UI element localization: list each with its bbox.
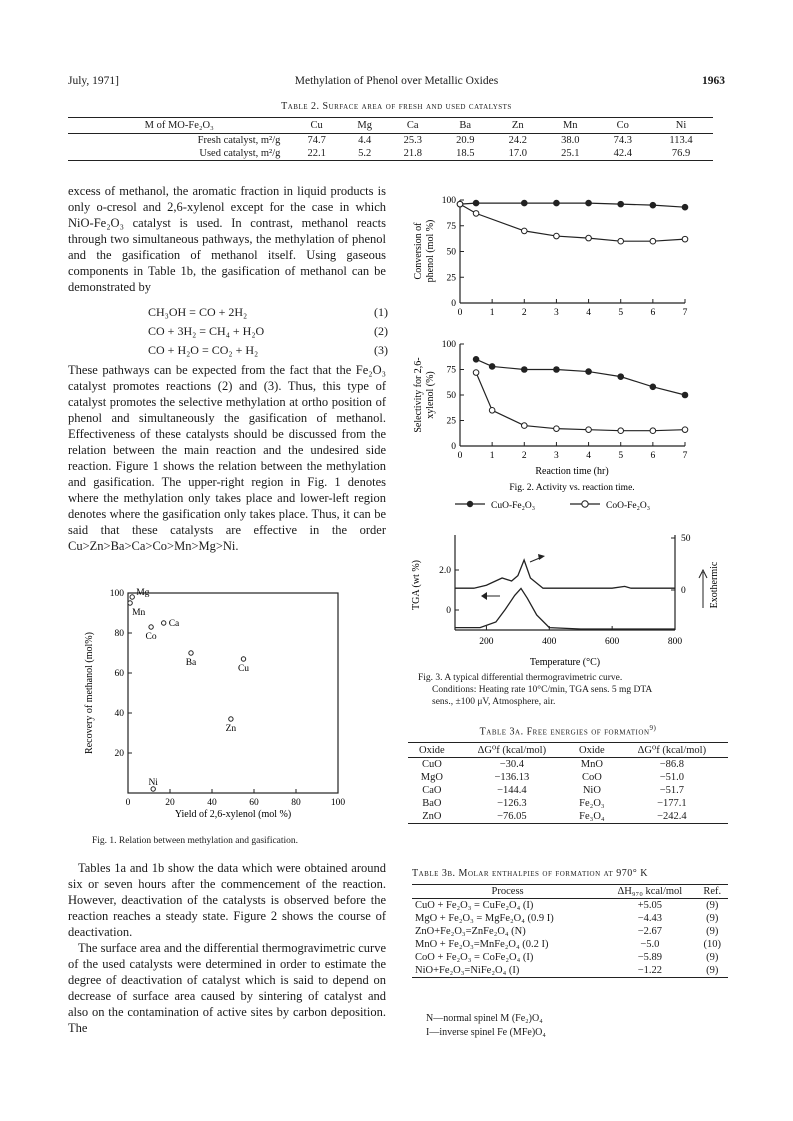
- cell: (9): [697, 964, 728, 978]
- fig2b-series-line: [476, 373, 685, 431]
- cell: (10): [703, 939, 722, 950]
- fig2a-x-tick-label: 6: [650, 308, 656, 318]
- fig2b-series-point: [489, 364, 495, 370]
- table3a-header-row: [408, 743, 728, 758]
- fig2b-x-tick-label: 1: [489, 451, 495, 461]
- x-tick-label: 40: [207, 798, 217, 808]
- fig2a-series-point: [682, 204, 688, 210]
- cell: 113.4: [669, 135, 693, 146]
- data-point: [130, 595, 134, 599]
- fig3-right-tick-label: 0: [681, 586, 686, 596]
- fig2-xlabel: Reaction time (hr): [535, 466, 609, 477]
- fig2b-ylabel-line2: xylenol (%): [425, 371, 436, 419]
- cell: 38.0: [561, 135, 580, 146]
- fig2a-series-point: [457, 201, 463, 207]
- table3b-note: I—inverse spinel Fe (MFe)O₄: [426, 1027, 546, 1038]
- fig2b-y-tick-label: 100: [441, 340, 456, 350]
- equation-number: (1): [374, 305, 388, 319]
- equation-2: [148, 324, 388, 343]
- cell: (9): [706, 900, 719, 911]
- fig2b-series-point: [521, 367, 527, 373]
- table-row: [408, 810, 728, 824]
- cell: 74.7: [307, 135, 326, 146]
- fig3-right-tick-label: 50: [681, 534, 691, 544]
- equation-number: (3): [374, 343, 388, 357]
- point-label: Cu: [237, 664, 250, 674]
- cell: CoO: [581, 772, 602, 783]
- fig2b-x-tick-label: 5: [618, 451, 624, 461]
- cell: (9): [706, 913, 719, 924]
- fig2a-x-tick-label: 0: [457, 308, 463, 318]
- cell: ZnO: [408, 810, 456, 824]
- fig3-ylabel: TGA (wt %): [411, 560, 422, 610]
- fig2b-x-tick-label: 2: [521, 451, 527, 461]
- cell: 74.3: [613, 135, 632, 146]
- x-tick-label: 0: [125, 798, 131, 808]
- fig2a-series-point: [521, 200, 527, 206]
- cell: ZnO+Fe₂O₃=ZnFe₂O₄ (N): [415, 926, 526, 937]
- data-point: [162, 621, 166, 625]
- table-row: [412, 951, 728, 964]
- fig2a-series-point: [586, 200, 592, 206]
- col-header: Ref.: [697, 885, 728, 899]
- y-tick-label: 20: [114, 749, 124, 759]
- fig3-caption-line3: sens., ±100 μV, Atmosphere, air.: [432, 697, 556, 707]
- table3b: [412, 884, 728, 978]
- row-label: Used catalyst, m²/g: [68, 147, 290, 161]
- table3a-caption: [408, 724, 728, 737]
- table-row: [68, 147, 713, 161]
- header-date: July, 1971]: [68, 75, 120, 87]
- cell: MnO: [580, 759, 603, 770]
- table-row: [408, 771, 728, 784]
- fig2a-y-tick-label: 100: [441, 196, 456, 206]
- cell: 21.8: [387, 147, 440, 161]
- fig3-x-tick-label: 400: [542, 637, 557, 647]
- fig2b-series-point: [473, 370, 479, 376]
- cell: 18.5: [439, 147, 492, 161]
- fig2b-series-point: [682, 427, 688, 433]
- fig2b-x-tick-label: 7: [682, 451, 688, 461]
- cell: NiO+Fe₂O₃=NiFe₂O₄ (I): [412, 964, 603, 978]
- table2: [68, 117, 713, 161]
- table2-header-row: [68, 118, 713, 134]
- data-point: [241, 657, 245, 661]
- cell: 20.9: [456, 135, 475, 146]
- table-row: [412, 925, 728, 938]
- point-label: Ca: [168, 619, 180, 629]
- cell: 5.2: [343, 147, 387, 161]
- left-paragraph-3: [68, 860, 386, 1036]
- fig2a-series-point: [682, 236, 688, 242]
- table2-col-header: Co: [597, 118, 650, 134]
- fig2-caption: Fig. 2. Activity vs. reaction time.: [509, 483, 635, 493]
- fig3-y-tick-label: 0: [446, 606, 451, 616]
- fig1-xlabel: Yield of 2,6-xylenol (mol %): [174, 809, 292, 820]
- data-point: [229, 717, 233, 721]
- cell: +5.05: [637, 900, 663, 911]
- cell: −126.3: [497, 798, 527, 809]
- fig3-chart: [405, 530, 725, 670]
- col-header: ΔG⁰f (kcal/mol): [456, 743, 568, 758]
- col-header: Process: [412, 885, 603, 899]
- table2-corner: M of MO-Fe₂O₃: [68, 118, 290, 134]
- fig2a-series-line: [460, 204, 685, 241]
- legend-marker-cu: [467, 501, 473, 507]
- fig2a-ylabel-line1: Conversion of: [413, 222, 424, 280]
- fig3-caption-line2: Conditions: Heating rate 10°C/min, TGA sens. 5 mg DTA: [432, 685, 653, 695]
- fig2b-series-point: [473, 357, 479, 363]
- cell: (9): [706, 926, 719, 937]
- table2-col-header: Zn: [492, 118, 545, 134]
- table-row: [68, 134, 713, 148]
- point-label: Mg: [136, 588, 150, 598]
- legend-label-cu: CuO-Fe₂O₃: [491, 501, 536, 511]
- equation-3: [148, 343, 388, 362]
- fig2b-series-point: [554, 367, 560, 373]
- fig2a-ylabel-line2: phenol (mol %): [425, 219, 436, 283]
- point-label: Ni: [148, 778, 158, 788]
- fig3-arrow-head: [538, 554, 545, 560]
- paragraph-text: The surface area and the differential thermogravimetric curve of the used catalysts were determined in order to estimate the degree of deactivation of catalyst which is said to depend on decrease of surface area caused by sintering of catalyst and also on the contamination of active sites by carbon deposition. The: [68, 941, 386, 1035]
- col-header: ΔG⁰f (kcal/mol): [616, 743, 728, 758]
- cell: −5.89: [637, 952, 663, 963]
- equation-expr: CH₃OH = CO + 2H₂: [148, 305, 248, 319]
- fig2a-series-point: [618, 201, 624, 207]
- table2-col-header: Ca: [387, 118, 440, 134]
- cell: Fe₂O₃: [579, 798, 605, 809]
- table2-col-header: Cu: [290, 118, 343, 134]
- fig3-right-label: Exothermic: [709, 561, 720, 609]
- paragraph-text: These pathways can be expected from the fact that the Fe₂O₃ catalyst promotes reactions (2) and (3). Thus, this type of catalyst promotes the selective methylation at ortho position of phenol and simultaneously the gasification of methanol. Effectiveness of these catalysts should be discussed from the relation between the main reaction and the undesired side reaction. Figure 1 shows the relation between the methylation and gasification. The upper-right region in Fig. 1 denotes where the methylation only takes place and lower-left region denotes where the gasification only takes place. Thus, it can be said that these catalysts are effective in the order Cu>Zn>Ba>Ca>Co>Mn>Mg>Ni.: [68, 363, 386, 553]
- cell: NiO: [582, 785, 601, 796]
- fig2b-y-tick-label: 50: [446, 391, 456, 401]
- table3a-ref: 9): [649, 724, 657, 732]
- fig2a-x-tick-label: 5: [618, 308, 624, 318]
- fig2b-x-tick-label: 0: [457, 451, 463, 461]
- fig2a-series-point: [521, 228, 527, 234]
- fig2b-series-point: [650, 384, 656, 390]
- fig2a-x-tick-label: 2: [521, 308, 527, 318]
- fig3-xlabel: Temperature (°C): [529, 657, 601, 668]
- cell: 25.3: [403, 135, 422, 146]
- point-label: Ba: [185, 658, 197, 668]
- table2-col-header: Ba: [439, 118, 492, 134]
- table3a: [408, 742, 728, 824]
- point-label: Co: [145, 632, 157, 642]
- fig1-ylabel: Recovery of methanol (mol%): [84, 632, 95, 754]
- fig3-tga-curve: [455, 588, 675, 629]
- fig3-y-tick-label: 2.0: [439, 566, 451, 576]
- cell: 17.0: [492, 147, 545, 161]
- fig3-dta-curve: [455, 560, 675, 588]
- fig2a-series-point: [473, 200, 479, 206]
- fig2b-series-point: [489, 408, 495, 414]
- x-tick-label: 20: [165, 798, 175, 808]
- cell: 42.4: [597, 147, 650, 161]
- fig2b-y-tick-label: 0: [451, 442, 456, 452]
- x-tick-label: 60: [249, 798, 259, 808]
- cell: −242.4: [616, 810, 728, 824]
- fig2a-y-tick-label: 75: [446, 221, 456, 232]
- cell: −2.67: [637, 926, 663, 937]
- point-label: Mn: [132, 608, 146, 618]
- x-tick-label: 80: [291, 798, 301, 808]
- data-point: [189, 651, 193, 655]
- fig2a-x-tick-label: 4: [586, 308, 591, 318]
- table2-caption: Table 2. Surface area of fresh and used catalysts: [281, 101, 512, 112]
- cell: BaO: [422, 798, 442, 809]
- y-tick-label: 60: [114, 669, 124, 679]
- table-row: [408, 758, 728, 772]
- cell: CuO + Fe₂O₃ = CuFe₂O₄ (I): [415, 900, 534, 911]
- fig3-x-tick-label: 600: [605, 637, 620, 647]
- fig2b-series-point: [586, 427, 592, 433]
- table3b-notes: [426, 1012, 546, 1040]
- equations: [148, 305, 388, 362]
- fig2a-series-point: [554, 233, 560, 239]
- fig3-arrow-head: [481, 592, 487, 600]
- cell: −144.4: [497, 785, 527, 796]
- fig2b-series-point: [682, 392, 688, 398]
- cell: 4.4: [358, 135, 372, 146]
- y-tick-label: 80: [114, 629, 124, 639]
- point-label: Zn: [225, 724, 237, 734]
- table-row: [412, 912, 728, 925]
- fig2b-series-point: [554, 426, 560, 432]
- cell: 76.9: [649, 147, 713, 161]
- cell: MgO + Fe₂O₃ = MgFe₂O₄ (0.9 I): [415, 913, 554, 924]
- paragraph-text: Tables 1a and 1b show the data which were obtained around six or seven hours after the commencement of the reaction. However, deactivation of the catalysts is observed before the reaction reaches a steady state. Figure 2 shows the course of deactivation.: [68, 861, 386, 939]
- table-row: [408, 797, 728, 810]
- fig2b-y-tick-label: 25: [446, 416, 456, 427]
- cell: −5.0: [640, 939, 660, 950]
- cell: −51.7: [659, 785, 685, 796]
- fig2b-series-point: [586, 369, 592, 375]
- cell: −136.13: [494, 772, 530, 783]
- fig2b-x-tick-label: 3: [554, 451, 559, 461]
- data-point: [149, 625, 153, 629]
- fig2-chart: [405, 188, 715, 518]
- cell: −51.0: [659, 772, 685, 783]
- cell: −1.22: [603, 964, 696, 978]
- cell: CuO: [421, 759, 442, 770]
- col-header: Oxide: [408, 743, 456, 758]
- fig1-frame: [128, 593, 338, 793]
- table3a-caption-text: Table 3a. Free energies of formation: [479, 726, 650, 738]
- cell: 25.1: [544, 147, 597, 161]
- cell: 22.1: [290, 147, 343, 161]
- cell: (9): [706, 952, 719, 963]
- y-tick-label: 40: [114, 709, 124, 719]
- col-header: Oxide: [568, 743, 616, 758]
- fig2a-series-point: [554, 200, 560, 206]
- running-title: Methylation of Phenol over Metallic Oxides: [294, 75, 499, 87]
- fig3-caption-line1: Fig. 3. A typical differential thermogravimetric curve.: [418, 673, 623, 683]
- table-row: [412, 938, 728, 951]
- left-paragraph-1: [68, 183, 386, 295]
- page-number: 1963: [702, 75, 725, 87]
- cell: −177.1: [657, 798, 687, 809]
- fig2b-x-tick-label: 4: [586, 451, 591, 461]
- fig1-chart: [70, 583, 370, 823]
- fig2a-y-tick-label: 0: [451, 299, 456, 309]
- equation-expr: CO + 3H₂ = CH₄ + H₂O: [148, 324, 265, 338]
- table-row: [408, 784, 728, 797]
- data-point: [128, 601, 132, 605]
- paragraph-text: excess of methanol, the aromatic fraction in liquid products is only o-cresol and 2,6-xylenol except for the case in which NiO-Fe₂O₃ catalyst is used. In contrast, methanol reacts through two simultaneous pathways, the methylation of phenol and the gasification of methanol itself. Using gaseous components in Table 1b, the gasification of methanol can be demonstrated by: [68, 184, 386, 294]
- cell: −76.05: [456, 810, 568, 824]
- fig2b-series-point: [618, 428, 624, 434]
- left-paragraph-2: [68, 362, 386, 554]
- fig2b-series-point: [650, 428, 656, 434]
- cell: Fe₃O₄: [568, 810, 616, 824]
- cell: MgO: [420, 772, 443, 783]
- fig2a-series-point: [650, 238, 656, 244]
- fig2a-series-point: [618, 238, 624, 244]
- exothermic-arrow-icon: [699, 570, 707, 608]
- cell: −4.43: [637, 913, 663, 924]
- legend-marker-co: [582, 501, 588, 507]
- table2-col-header: Mn: [544, 118, 597, 134]
- fig2b-y-tick-label: 75: [446, 365, 456, 376]
- fig2b-series-point: [618, 374, 624, 380]
- table3b-caption: Table 3b. Molar enthalpies of formation at 970° K: [412, 868, 648, 879]
- cell: CoO + Fe₂O₃ = CoFe₂O₄ (I): [415, 952, 534, 963]
- cell: 24.2: [508, 135, 527, 146]
- table-row: [412, 899, 728, 913]
- table3b-header-row: [412, 885, 728, 899]
- fig2a-y-tick-label: 25: [446, 273, 456, 284]
- table3b-note: N—normal spinel M (Fe₂)O₄: [426, 1013, 543, 1024]
- fig2b-series-point: [521, 423, 527, 429]
- legend-label-co: CoO-Fe₂O₃: [606, 501, 651, 511]
- fig2a-x-tick-label: 3: [554, 308, 559, 318]
- fig2b-x-tick-label: 6: [650, 451, 656, 461]
- equation-1: [148, 305, 388, 324]
- equation-expr: CO + H₂O = CO₂ + H₂: [148, 343, 259, 357]
- fig2a-series-point: [473, 211, 479, 217]
- fig2a-y-tick-label: 50: [446, 247, 456, 258]
- equation-number: (2): [374, 324, 388, 338]
- cell: MnO + Fe₂O₃=MnFe₂O₄ (0.2 I): [415, 939, 549, 950]
- fig2a-series-point: [650, 202, 656, 208]
- table-row: [412, 964, 728, 978]
- table2-col-header: Mg: [343, 118, 387, 134]
- fig3-x-tick-label: 800: [667, 637, 683, 647]
- fig1-caption: Fig. 1. Relation between methylation and gasification.: [92, 836, 299, 846]
- row-label: Fresh catalyst, m²/g: [197, 135, 281, 146]
- y-tick-label: 100: [109, 589, 124, 599]
- fig2a-x-tick-label: 7: [682, 308, 688, 318]
- cell: −86.8: [659, 759, 685, 770]
- table2-col-header: Ni: [649, 118, 713, 134]
- fig2b-ylabel-line1: Selectivity for 2,6-: [413, 357, 424, 433]
- fig3-x-tick-label: 200: [479, 637, 494, 647]
- fig2a-series-point: [586, 235, 592, 241]
- col-header: ΔH₉₇₀ kcal/mol: [603, 885, 696, 899]
- x-tick-label: 100: [330, 798, 346, 808]
- fig3-caption: [418, 672, 738, 708]
- fig2a-x-tick-label: 1: [489, 308, 495, 318]
- cell: CaO: [422, 785, 442, 796]
- cell: −30.4: [499, 759, 525, 770]
